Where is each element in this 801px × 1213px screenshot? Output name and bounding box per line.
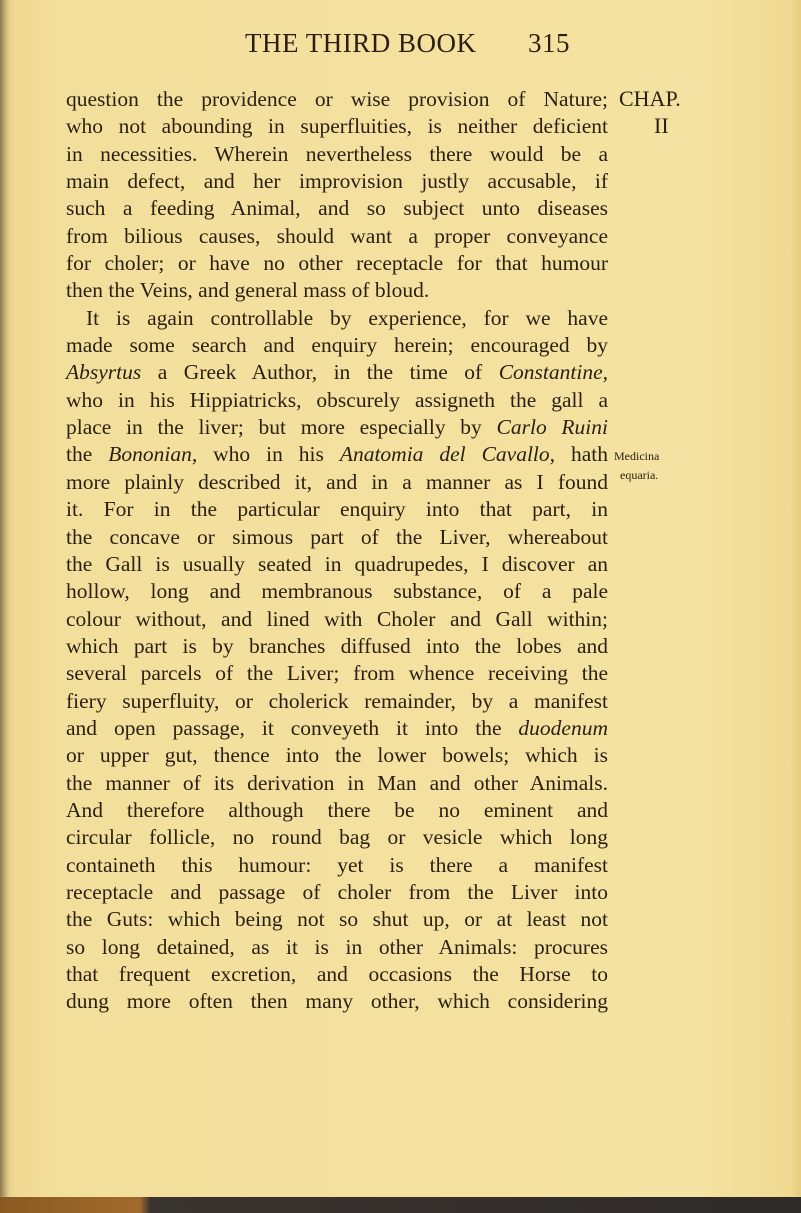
text-segment: a Greek Author, in the time of bbox=[141, 360, 499, 385]
text-segment: the manner of its derivation in Man and other Animals. bbox=[66, 770, 608, 795]
text-segment: several parcels of the Liver; from whence receiving the bbox=[66, 661, 608, 686]
text-segment: more plainly described it, and in a manner as I found bbox=[66, 469, 608, 494]
margin-note-line: Medicina bbox=[614, 449, 660, 463]
text-line bbox=[66, 524, 608, 551]
margin-note-line: equaria. bbox=[620, 468, 659, 482]
italic-text: duodenum bbox=[518, 715, 608, 740]
text-segment: It is again controllable by experience, for we have bbox=[86, 305, 608, 330]
text-segment: who not abounding in superfluities, is neither deficient bbox=[66, 114, 608, 139]
text-line bbox=[66, 715, 608, 742]
text-segment: so long detained, as it is in other Animals: procures bbox=[66, 934, 608, 959]
text-segment: which part is by branches diffused into the lobes and bbox=[66, 633, 608, 658]
text-segment: or upper gut, thence into the lower bowels; which is bbox=[66, 743, 608, 768]
text-segment: in necessities. Wherein nevertheless there would be a bbox=[66, 141, 608, 166]
text-line bbox=[66, 387, 608, 414]
text-line bbox=[66, 934, 608, 961]
text-line bbox=[66, 141, 608, 168]
text-line bbox=[66, 332, 608, 359]
text-line bbox=[66, 633, 608, 660]
text-segment: hollow, long and membranous substance, of a pale bbox=[66, 579, 608, 604]
italic-text: Carlo Ruini bbox=[496, 415, 608, 440]
text-line bbox=[66, 606, 608, 633]
text-line bbox=[66, 988, 608, 1015]
text-line bbox=[66, 113, 608, 140]
page-number: 315 bbox=[528, 28, 570, 58]
text-segment: hath bbox=[555, 442, 608, 467]
text-segment: and open passage, it conveyeth it into the bbox=[66, 715, 519, 740]
text-line bbox=[66, 86, 608, 113]
text-segment: the Gall is usually seated in quadrupedes, I discover an bbox=[66, 551, 608, 576]
text-segment: dung more often then many other, which considering bbox=[66, 989, 608, 1014]
italic-text: Anatomia del Cavallo, bbox=[339, 442, 556, 467]
text-line bbox=[66, 469, 608, 496]
text-line bbox=[66, 961, 608, 988]
text-segment: question the providence or wise provision of Nature; bbox=[66, 87, 608, 111]
chapter-number: II bbox=[654, 113, 669, 138]
book-gutter bbox=[0, 0, 10, 1197]
text-segment: main defect, and her improvision justly accusable, if bbox=[66, 169, 608, 194]
text-line bbox=[66, 906, 608, 933]
running-header bbox=[0, 28, 801, 62]
text-line bbox=[66, 660, 608, 687]
text-line bbox=[66, 852, 608, 879]
text-segment: colour without, and lined with Choler and Gall within; bbox=[66, 606, 608, 631]
text-segment: for choler; or have no other receptacle for that humour bbox=[66, 251, 608, 276]
text-line bbox=[66, 277, 608, 304]
text-line bbox=[66, 305, 608, 332]
text-segment: And therefore although there be no eminent and bbox=[66, 797, 608, 822]
italic-text: Bononian, bbox=[108, 442, 198, 467]
text-segment: fiery superfluity, or cholerick remainder, by a manifest bbox=[66, 688, 608, 713]
text-segment: the Guts: which being not so shut up, or at least not bbox=[66, 907, 608, 932]
text-segment: made some search and enquiry herein; encouraged by bbox=[66, 333, 608, 358]
text-segment: containeth this humour: yet is there a manifest bbox=[66, 852, 608, 877]
book-edge bbox=[0, 1197, 801, 1213]
text-segment: that frequent excretion, and occasions the Horse to bbox=[66, 962, 608, 986]
text-line bbox=[66, 195, 608, 222]
text-line bbox=[66, 688, 608, 715]
chapter-label: CHAP. bbox=[619, 86, 681, 111]
text-line bbox=[66, 359, 608, 386]
text-line bbox=[66, 797, 608, 824]
text-segment: such a feeding Animal, and so subject unto diseases bbox=[66, 196, 608, 221]
text-line bbox=[66, 168, 608, 195]
text-segment: place in the liver; but more especially by bbox=[66, 415, 497, 440]
italic-text: Constantine, bbox=[498, 360, 608, 385]
text-line bbox=[66, 578, 608, 605]
text-line bbox=[66, 742, 608, 769]
text-segment: it. For in the particular enquiry into that part, in bbox=[66, 497, 608, 522]
text-segment: the bbox=[66, 442, 109, 467]
text-segment: then the Veins, and general mass of bloud. bbox=[66, 278, 430, 303]
text-segment: who in his Hippiatricks, obscurely assigneth the gall a bbox=[66, 387, 608, 412]
text-line bbox=[66, 250, 608, 277]
text-segment: from bilious causes, should want a proper conveyance bbox=[66, 223, 608, 248]
text-segment: the concave or simous part of the Liver, whereabout bbox=[66, 524, 608, 549]
text-line bbox=[66, 223, 608, 250]
text-segment: who in his bbox=[197, 442, 340, 467]
text-line bbox=[66, 551, 608, 578]
text-line bbox=[66, 441, 608, 468]
running-title: THE THIRD BOOK bbox=[245, 28, 477, 58]
text-segment: receptacle and passage of choler from the Liver into bbox=[66, 879, 608, 904]
text-line bbox=[66, 879, 608, 906]
text-line bbox=[66, 770, 608, 797]
text-line bbox=[66, 414, 608, 441]
text-line bbox=[66, 824, 608, 851]
text-segment: circular follicle, no round bag or vesicle which long bbox=[66, 825, 608, 850]
body-text bbox=[66, 86, 608, 1016]
italic-text: Absyrtus bbox=[66, 360, 142, 385]
text-line bbox=[66, 496, 608, 523]
